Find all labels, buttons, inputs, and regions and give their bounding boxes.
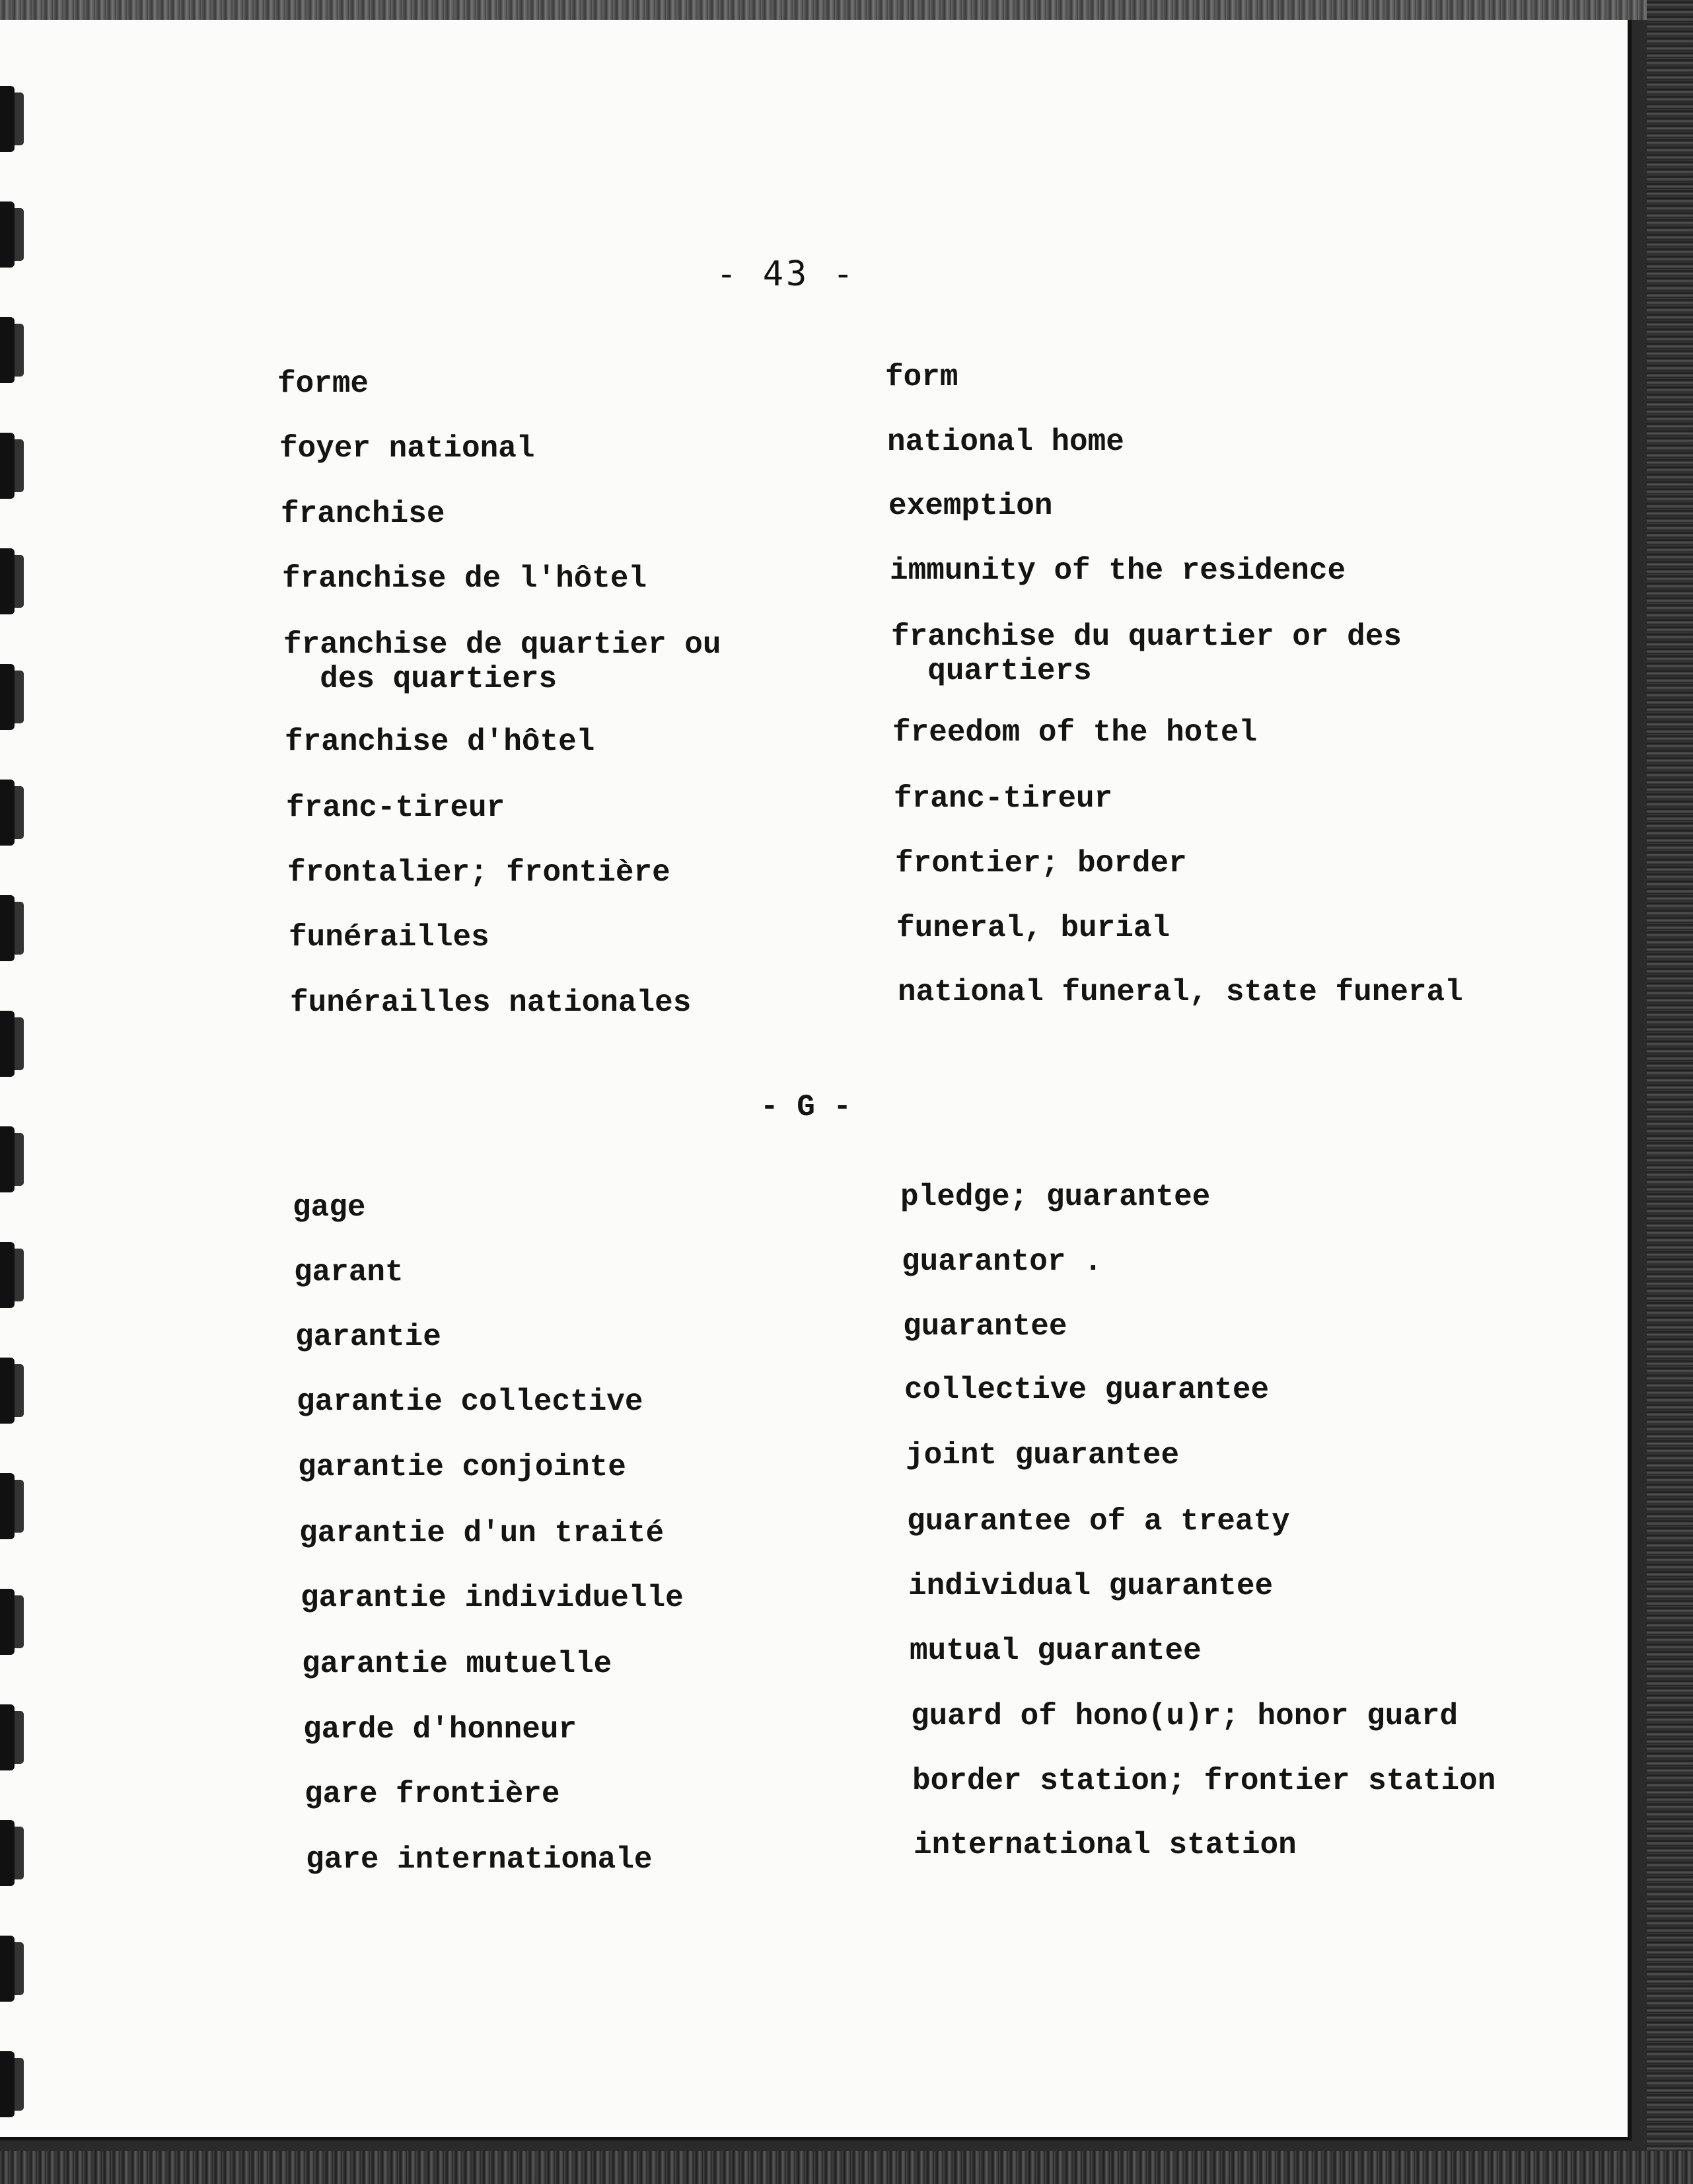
glossary-entry xyxy=(285,715,1693,788)
document-page xyxy=(0,20,1632,2140)
english-term: immunity of the residence xyxy=(890,554,1346,588)
french-term: funérailles xyxy=(289,920,489,955)
english-term: international station xyxy=(914,1828,1297,1862)
english-term: exemption xyxy=(888,489,1053,523)
french-term: garantie individuelle xyxy=(301,1581,684,1615)
english-term: individual guarantee xyxy=(908,1569,1274,1603)
english-term: national funeral, state funeral xyxy=(898,975,1463,1009)
section-heading: - G - xyxy=(760,1090,852,1124)
english-term: guarantor . xyxy=(902,1245,1102,1279)
english-term: guard of hono(u)r; honor guard xyxy=(911,1699,1459,1733)
glossary-entries xyxy=(0,20,1632,2140)
french-term: gage xyxy=(293,1190,366,1225)
english-term: joint guarantee xyxy=(906,1438,1180,1473)
french-term: gare internationale xyxy=(306,1842,653,1877)
english-term: form xyxy=(885,360,958,394)
glossary-entry xyxy=(290,975,1693,1049)
english-term: frontier; border xyxy=(895,846,1187,881)
french-term: garantie collective xyxy=(297,1385,643,1419)
french-term: garant xyxy=(294,1255,404,1290)
english-term: franc-tireur xyxy=(894,782,1113,816)
french-term: forme xyxy=(277,367,369,401)
french-term: gare frontière xyxy=(305,1777,560,1811)
english-term: guarantee of a treaty xyxy=(907,1504,1290,1539)
french-term: garantie d'un traité xyxy=(299,1516,665,1550)
glossary-entry xyxy=(287,846,1693,919)
english-term: national home xyxy=(887,425,1124,459)
glossary-entry xyxy=(281,489,1693,560)
french-term: garde d'honneur xyxy=(303,1712,577,1747)
french-term: franchise de quartier ou des quartiers xyxy=(283,628,721,696)
glossary-entry xyxy=(279,425,1693,495)
french-term: frontalier; frontière xyxy=(287,855,670,890)
french-term: garantie xyxy=(295,1320,441,1354)
english-term: franchise du quartier or des quartiers xyxy=(891,620,1402,688)
page-number: - 43 - xyxy=(716,254,856,294)
glossary-entry xyxy=(286,782,1693,854)
french-term: funérailles nationales xyxy=(290,986,692,1020)
glossary-entry xyxy=(289,911,1693,984)
english-term: guarantee xyxy=(903,1309,1067,1344)
scan-border-bottom xyxy=(0,2151,1693,2184)
english-term: pledge; guarantee xyxy=(900,1180,1211,1214)
french-term: garantie mutuelle xyxy=(302,1647,612,1681)
english-term: collective guarantee xyxy=(904,1373,1270,1407)
english-term: freedom of the hotel xyxy=(892,715,1258,750)
glossary-entry xyxy=(306,1828,1693,1906)
french-term: franchise xyxy=(281,497,445,531)
french-term: garantie conjointe xyxy=(298,1450,626,1484)
glossary-entry xyxy=(277,360,1693,430)
english-term: mutual guarantee xyxy=(910,1634,1202,1668)
glossary-entry xyxy=(283,620,1693,707)
scan-border-top xyxy=(0,0,1693,20)
french-term: franchise d'hôtel xyxy=(285,725,595,759)
english-term: border station; frontier station xyxy=(912,1764,1496,1798)
french-term: franc-tireur xyxy=(286,791,505,825)
english-term: funeral, burial xyxy=(896,911,1171,945)
glossary-entry xyxy=(282,554,1693,625)
french-term: franchise de l'hôtel xyxy=(282,562,647,596)
french-term: foyer national xyxy=(279,431,535,466)
